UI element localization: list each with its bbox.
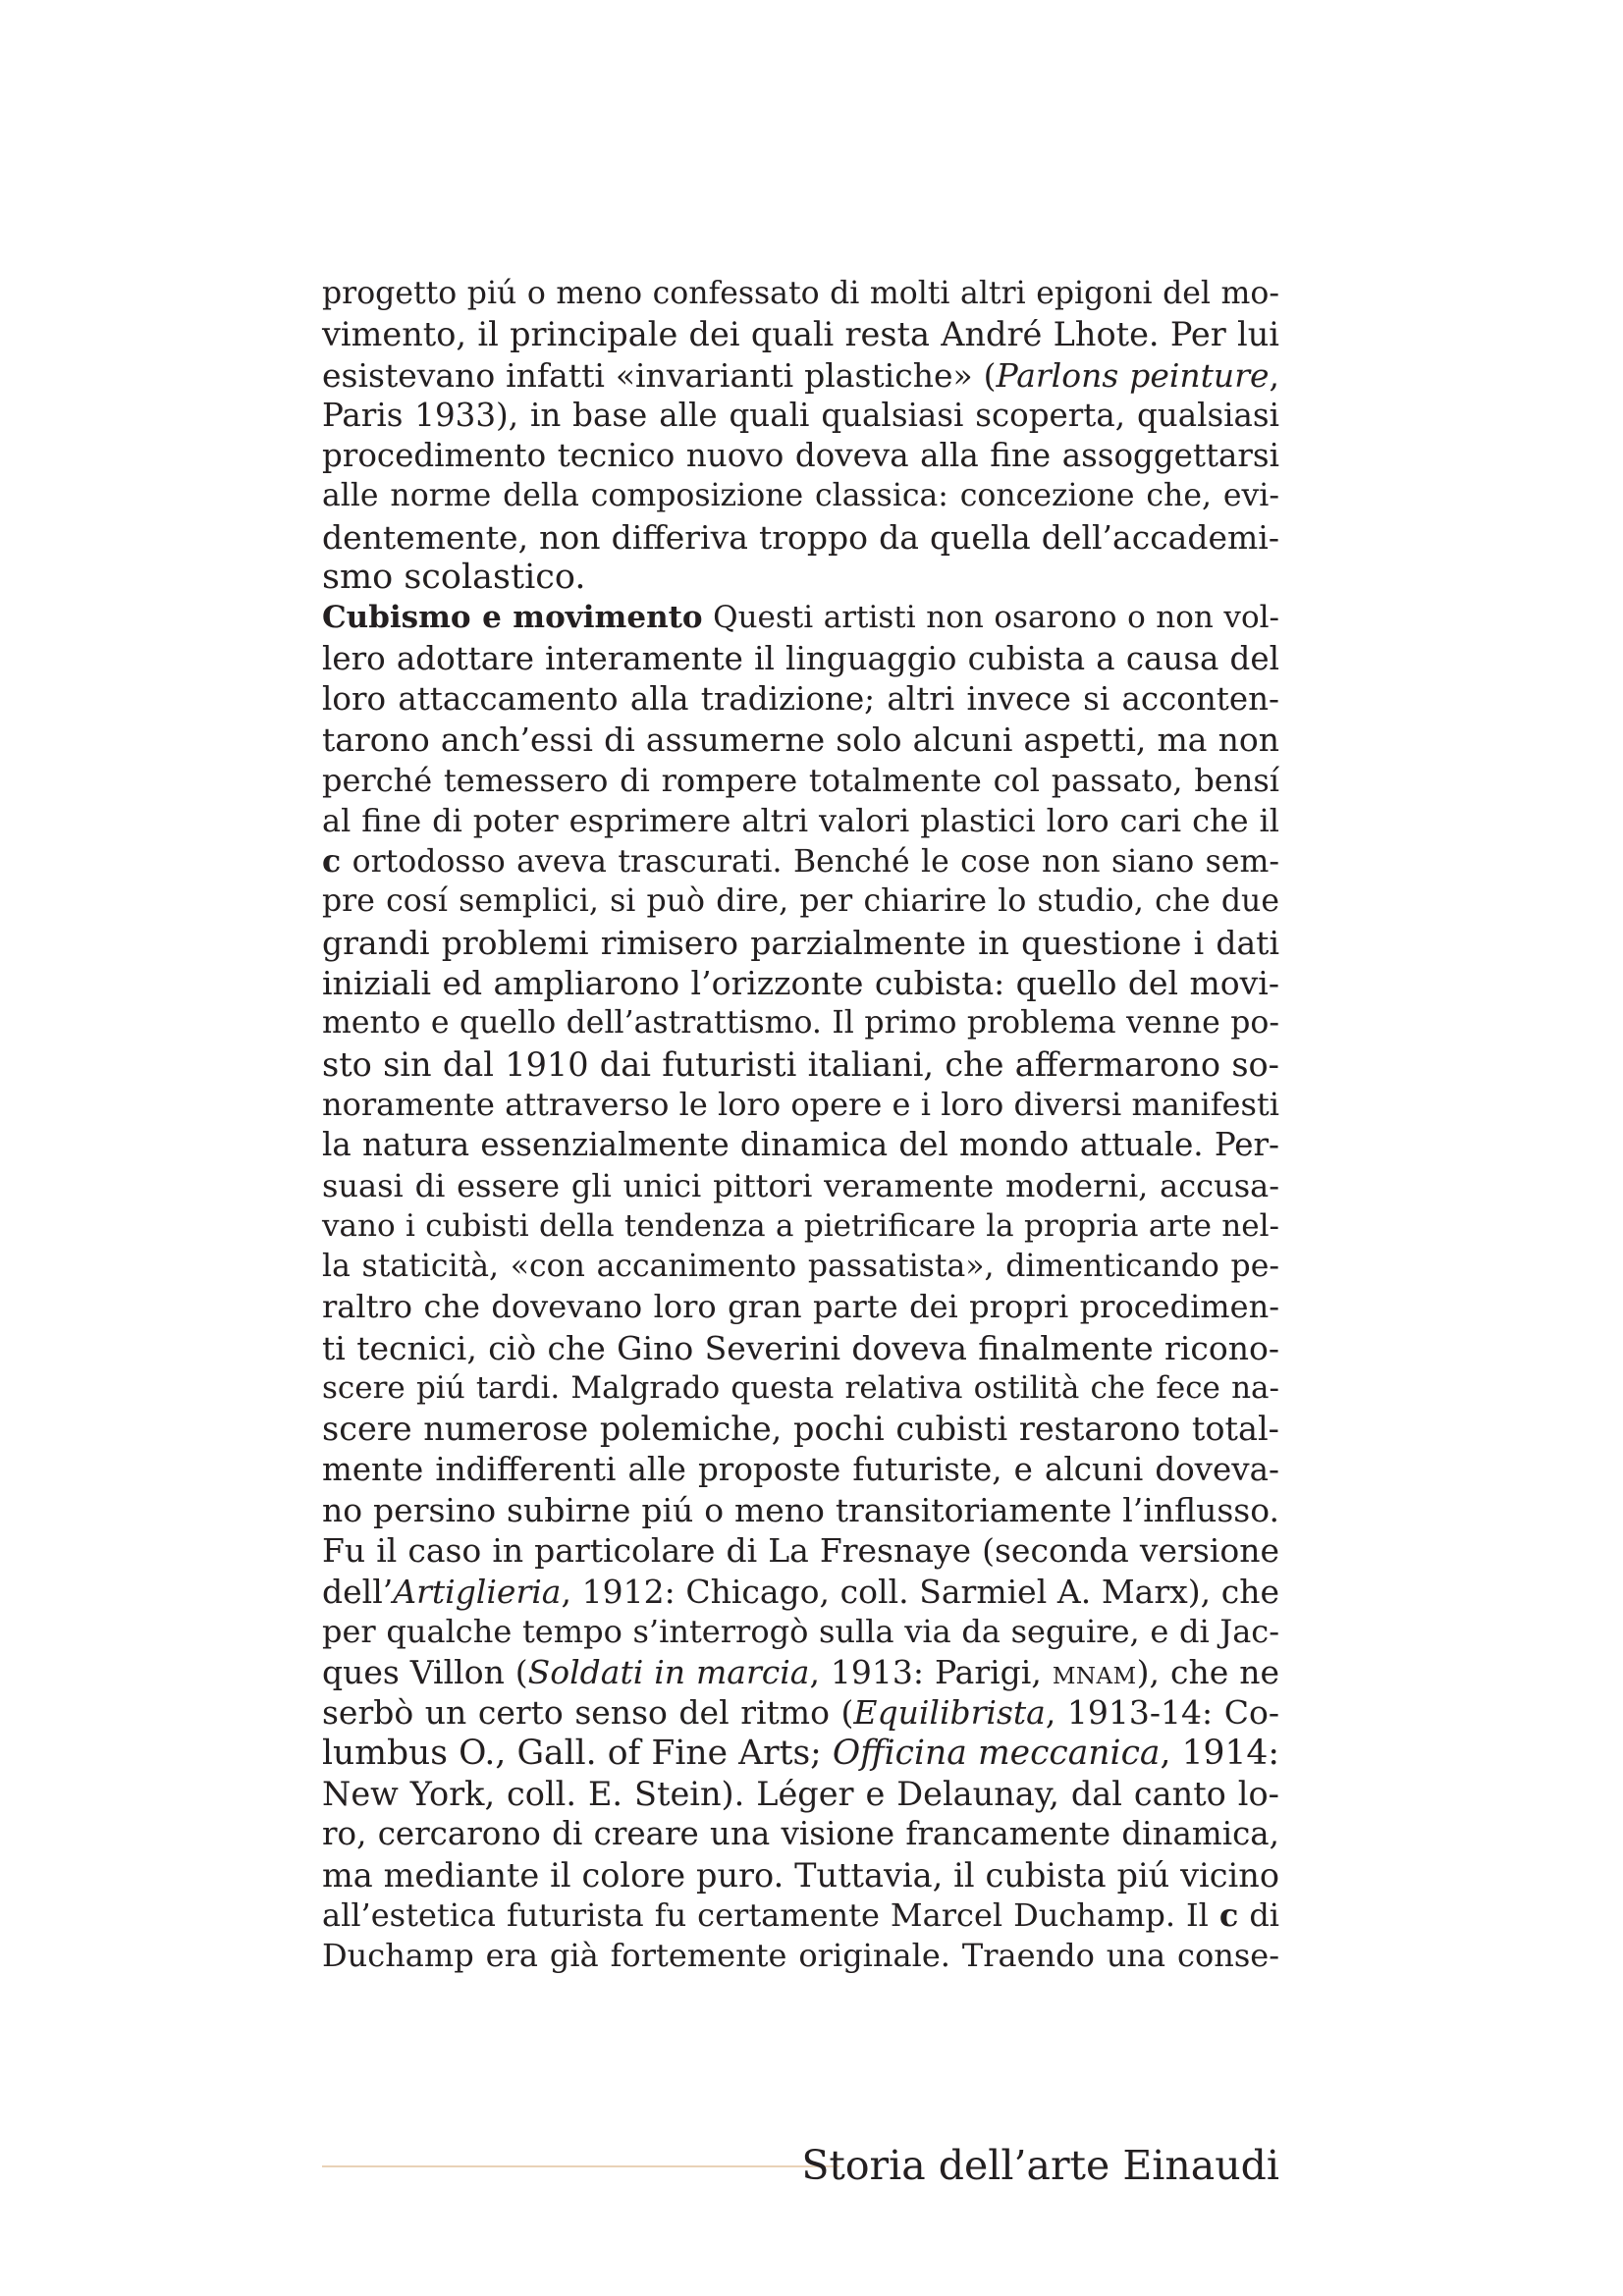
text-line: ma mediante il colore puro. Tuttavia, il cubista piú vicino	[322, 1855, 1279, 1895]
text-line: procedimento tecnico nuovo doveva alla fine assoggettarsi	[322, 437, 1279, 475]
abbreviation-c: c	[322, 843, 342, 881]
text-line: tarono anch’essi di assumerne solo alcuni aspetti, ma non	[322, 721, 1279, 760]
text-line: ro, cercarono di creare una visione francamente dinamica,	[322, 1815, 1279, 1853]
text-line: Duchamp era già fortemente originale. Traendo una conse-	[322, 1937, 1279, 1975]
footer-rule	[322, 2165, 839, 2167]
text-line: loro attaccamento alla tradizione; altri invece si acconten-	[322, 679, 1279, 718]
footer-title: Storia dell’arte Einaudi	[801, 2142, 1279, 2189]
text-line: Paris 1933), in base alle quali qualsiasi scoperta, qualsiasi	[322, 396, 1279, 434]
text-line: ti tecnici, ciò che Gino Severini doveva finalmente ricono-	[322, 1328, 1279, 1367]
text-line: vimento, il principale dei quali resta André Lhote. Per lui	[322, 315, 1279, 354]
work-title: Equilibrista	[853, 1693, 1046, 1733]
text-line: grandi problemi rimisero parzialmente in questione i dati	[322, 923, 1279, 962]
text-line: progetto piú o meno confessato di molti altri epigoni del mo-	[322, 276, 1279, 311]
text-line: lumbus O., Gall. of Fine Arts; Officina meccanica, 1914:	[322, 1733, 1279, 1773]
text-line: dell’Artiglieria, 1912: Chicago, coll. Sarmiel A. Marx), che	[322, 1572, 1279, 1611]
text-line: serbò un certo senso del ritmo (Equilibrista, 1913-14: Co-	[322, 1693, 1279, 1733]
section-heading: Cubismo e movimento	[322, 600, 703, 636]
abbreviation-c: c	[1218, 1896, 1239, 1934]
text-line: noramente attraverso le loro opere e i loro diversi manifesti	[322, 1085, 1279, 1123]
text-line: per qualche tempo s’interrogò sulla via da seguire, e di Jac-	[322, 1612, 1279, 1650]
text-line: Fu il caso in particolare di La Fresnaye (seconda versione	[322, 1531, 1279, 1571]
text-line: suasi di essere gli unici pittori veramente moderni, accusa-	[322, 1166, 1279, 1204]
text-line: alle norme della composizione classica: concezione che, evi-	[322, 478, 1279, 514]
work-title: Artiglieria	[393, 1572, 562, 1611]
text-line: al fine di poter esprimere altri valori plastici loro cari che il	[322, 801, 1279, 839]
text-line: no persino subirne piú o meno transitoriamente l’influsso.	[322, 1490, 1279, 1529]
text-line: vano i cubisti della tendenza a pietrificare la propria arte nel-	[322, 1207, 1279, 1244]
text-line: iniziali ed ampliarono l’orizzonte cubista: quello del movi-	[322, 964, 1279, 1003]
text-line: mento e quello dell’astrattismo. Il primo problema venne po-	[322, 1005, 1279, 1041]
text-line: all’estetica futurista fu certamente Marcel Duchamp. Il c di	[322, 1896, 1280, 1934]
museum-abbreviation: mnam	[1052, 1653, 1137, 1692]
text-line: perché temessero di rompere totalmente col passato, bensí	[322, 761, 1279, 799]
work-title: Officina meccanica	[832, 1733, 1161, 1773]
text-line: Cubismo e movimento Questi artisti non osarono o non vol-	[322, 600, 1279, 636]
text-line: mente indifferenti alle proposte futuriste, e alcuni doveva-	[322, 1450, 1279, 1488]
text-line: scere piú tardi. Malgrado questa relativa ostilità che fece na-	[322, 1370, 1279, 1407]
text-line: lero adottare interamente il linguaggio cubista a causa del	[322, 639, 1279, 677]
text-line: la natura essenzialmente dinamica del mondo attuale. Per-	[322, 1126, 1279, 1164]
text-line: smo scolastico.	[322, 558, 586, 598]
text-line: dentemente, non differiva troppo da quella dell’accademi-	[322, 517, 1279, 557]
text-line: esistevano infatti «invarianti plastiche» (Parlons peinture,	[322, 355, 1279, 395]
text-line: pre cosí semplici, si può dire, per chiarire lo studio, che due	[322, 883, 1279, 920]
text-line: raltro che dovevano loro gran parte dei propri procedimen-	[322, 1288, 1279, 1326]
work-title: Parlons peinture	[996, 355, 1270, 395]
work-title: Soldati in marcia	[527, 1653, 810, 1692]
text-line: scere numerose polemiche, pochi cubisti restarono total-	[322, 1410, 1279, 1449]
text-line: la staticità, «con accanimento passatista», dimenticando pe-	[322, 1249, 1279, 1285]
text-line: sto sin dal 1910 dai futuristi italiani, che affermarono so-	[322, 1044, 1279, 1084]
text-line: ques Villon (Soldati in marcia, 1913: Parigi, mnam), che ne	[322, 1653, 1279, 1692]
text-line: New York, coll. E. Stein). Léger e Delaunay, dal canto lo-	[322, 1774, 1279, 1813]
text-line: c ortodosso aveva trascurati. Benché le cose non siano sem-	[322, 843, 1279, 881]
body-text	[322, 274, 1279, 1976]
